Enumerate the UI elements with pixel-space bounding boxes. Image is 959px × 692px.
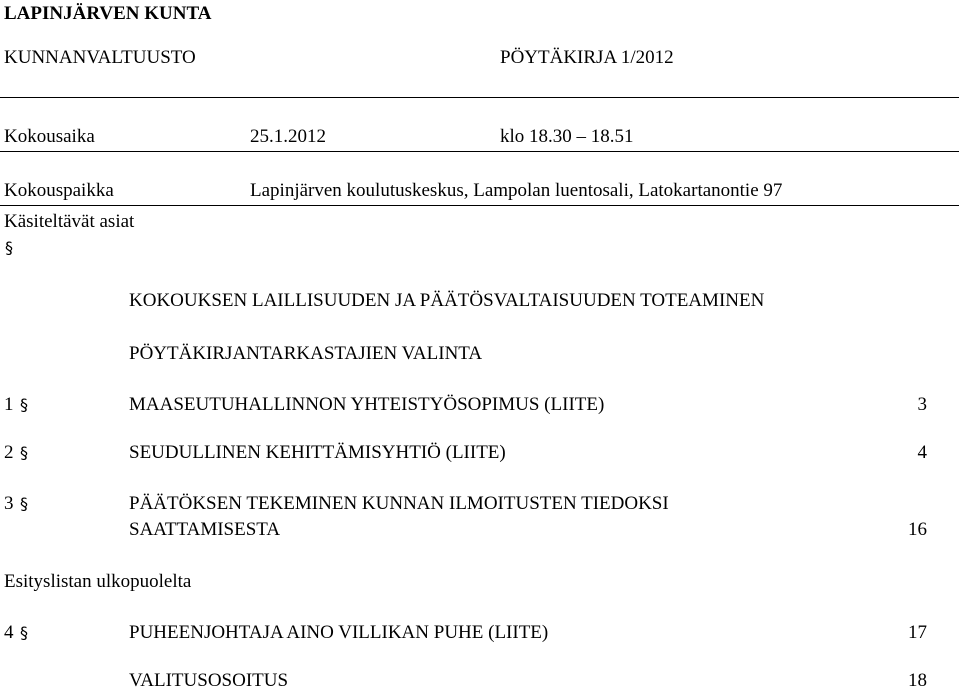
section-symbol: § (20, 623, 28, 642)
municipality-name: LAPINJÄRVEN KUNTA (4, 3, 212, 24)
agenda-item-number: 1 (4, 394, 14, 415)
meeting-date: 25.1.2012 (250, 126, 326, 147)
agenda-item-text: SEUDULLINEN KEHITTÄMISYHTIÖ (LIITE) (129, 442, 506, 463)
governing-body: KUNNANVALTUUSTO (4, 47, 196, 68)
agenda-item-page: 17 (908, 622, 927, 643)
agenda-item-page: 3 (917, 394, 927, 415)
agenda-item-page: 4 (917, 442, 927, 463)
section-symbol: § (20, 395, 28, 414)
agenda-item-text: PUHEENJOHTAJA AINO VILLIKAN PUHE (LIITE) (129, 622, 549, 643)
minutes-number: PÖYTÄKIRJA 1/2012 (500, 47, 674, 68)
meeting-place: Lapinjärven koulutuskeskus, Lampolan luentosali, Latokartanontie 97 (250, 180, 783, 201)
outside-agenda-title: Esityslistan ulkopuolelta (4, 571, 192, 592)
section-symbol-header: § (5, 238, 13, 257)
agenda-item-text: PÄÄTÖKSEN TEKEMINEN KUNNAN ILMOITUSTEN TIEDOKSI (129, 493, 669, 514)
agenda-item-text: MAASEUTUHALLINNON YHTEISTYÖSOPIMUS (LIITE) (129, 394, 605, 415)
agenda-title: Käsiteltävät asiat (4, 211, 135, 232)
agenda-item-page: 16 (908, 519, 927, 540)
meeting-time: klo 18.30 – 18.51 (500, 126, 634, 147)
agenda-item-text: VALITUSOSOITUS (129, 670, 289, 691)
agenda-item-number: 2 (4, 442, 14, 463)
divider (0, 205, 959, 206)
meeting-place-label: Kokouspaikka (4, 180, 114, 201)
agenda-item-page: 18 (908, 670, 927, 691)
divider (0, 97, 959, 98)
agenda-item-number: 4 (4, 622, 14, 643)
section-symbol: § (20, 494, 28, 513)
section-symbol: § (20, 443, 28, 462)
divider (0, 151, 959, 152)
agenda-item-text-continued: SAATTAMISESTA (129, 519, 281, 540)
agenda-item-number: 3 (4, 493, 14, 514)
agenda-item-text: PÖYTÄKIRJANTARKASTAJIEN VALINTA (129, 343, 483, 364)
agenda-item-text: KOKOUKSEN LAILLISUUDEN JA PÄÄTÖSVALTAISUUDEN TOTEAMINEN (129, 290, 765, 311)
meeting-time-label: Kokousaika (4, 126, 95, 147)
